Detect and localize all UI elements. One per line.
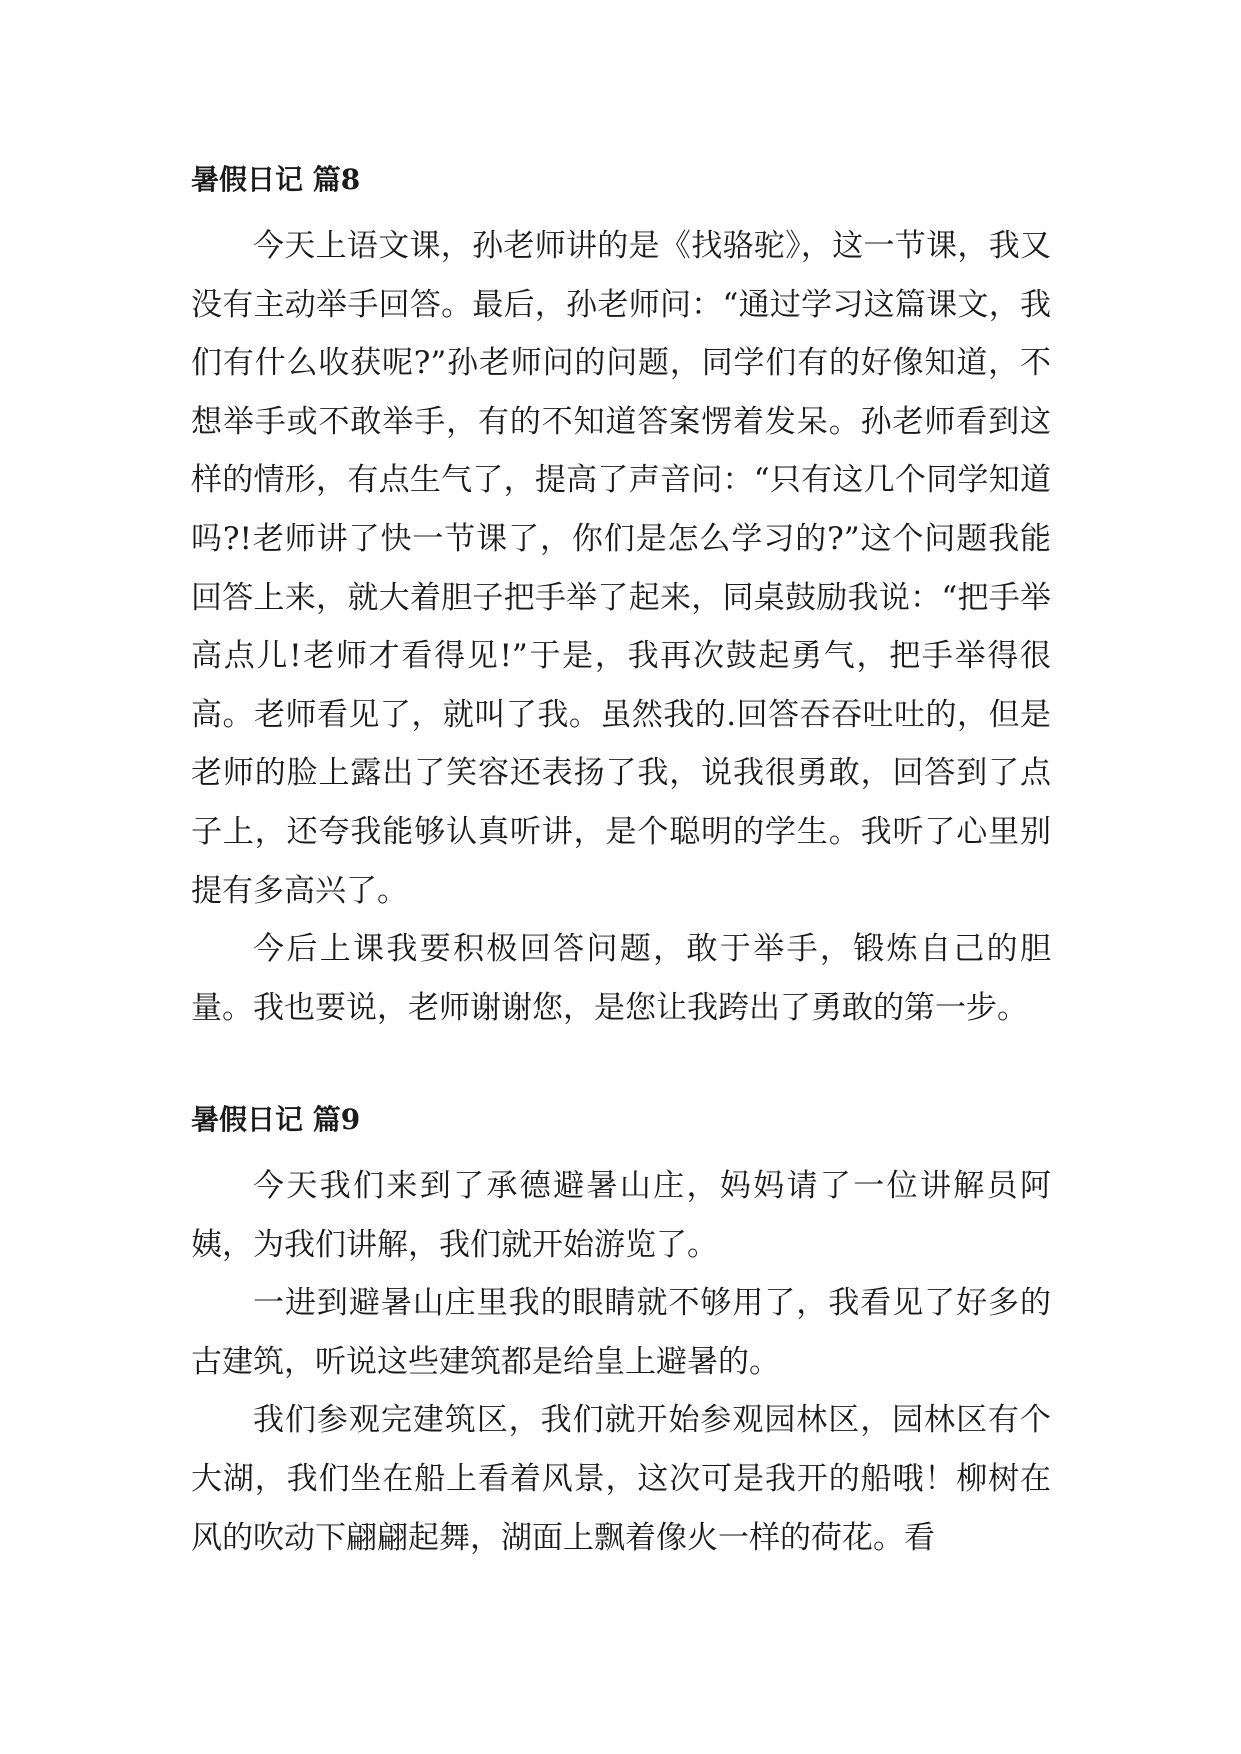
entry-heading: 暑假日记 篇8 bbox=[191, 163, 361, 196]
entry-paragraph: 一进到避暑山庄里我的眼睛就不够用了，我看见了好多的古建筑，听说这些建筑都是给皇上避暑的。 bbox=[191, 1285, 1051, 1380]
diary-entry-8 bbox=[191, 160, 1051, 1037]
entry-paragraph: 今天上语文课，孙老师讲的是《找骆驼》，这一节课，我又没有主动举手回答。最后，孙老师问：“通过学习这篇课文，我们有什么收获呢?”孙老师问的问题，同学们有的好像知道，不想举手或不敢举手，有的不知道答案愣着发呆。孙老师看到这样的情形，有点生气了，提高了声音问：“只有这几个同学知道吗?!老师讲了快一节课了，你们是怎么学习的?”这个问题我能回答上来，就大着胆子把手举了起来，同桌鼓励我说：“把手举高点儿!老师才看得见!”于是，我再次鼓起勇气，把手举得很高。老师看见了，就叫了我。虽然我的.回答吞吞吐吐的，但是老师的脸上露出了笑容还表扬了我，说我很勇敢，回答到了点子上，还夸我能够认真听讲，是个聪明的学生。我听了心里别提有多高兴了。 bbox=[191, 228, 1051, 909]
entry-paragraph: 今天我们来到了承德避暑山庄，妈妈请了一位讲解员阿姨，为我们讲解，我们就开始游览了。 bbox=[191, 1168, 1051, 1263]
entry-paragraph: 我们参观完建筑区，我们就开始参观园林区，园林区有个大湖，我们坐在船上看着风景，这次可是我开的船哦！柳树在风的吹动下翩翩起舞，湖面上飘着像火一样的荷花。看 bbox=[191, 1402, 1051, 1556]
entry-heading: 暑假日记 篇9 bbox=[191, 1103, 361, 1136]
entry-paragraph: 今后上课我要积极回答问题，敢于举手，锻炼自己的胆量。我也要说，老师谢谢您，是您让我跨出了勇敢的第一步。 bbox=[191, 931, 1051, 1026]
diary-entry-9 bbox=[191, 1100, 1051, 1567]
